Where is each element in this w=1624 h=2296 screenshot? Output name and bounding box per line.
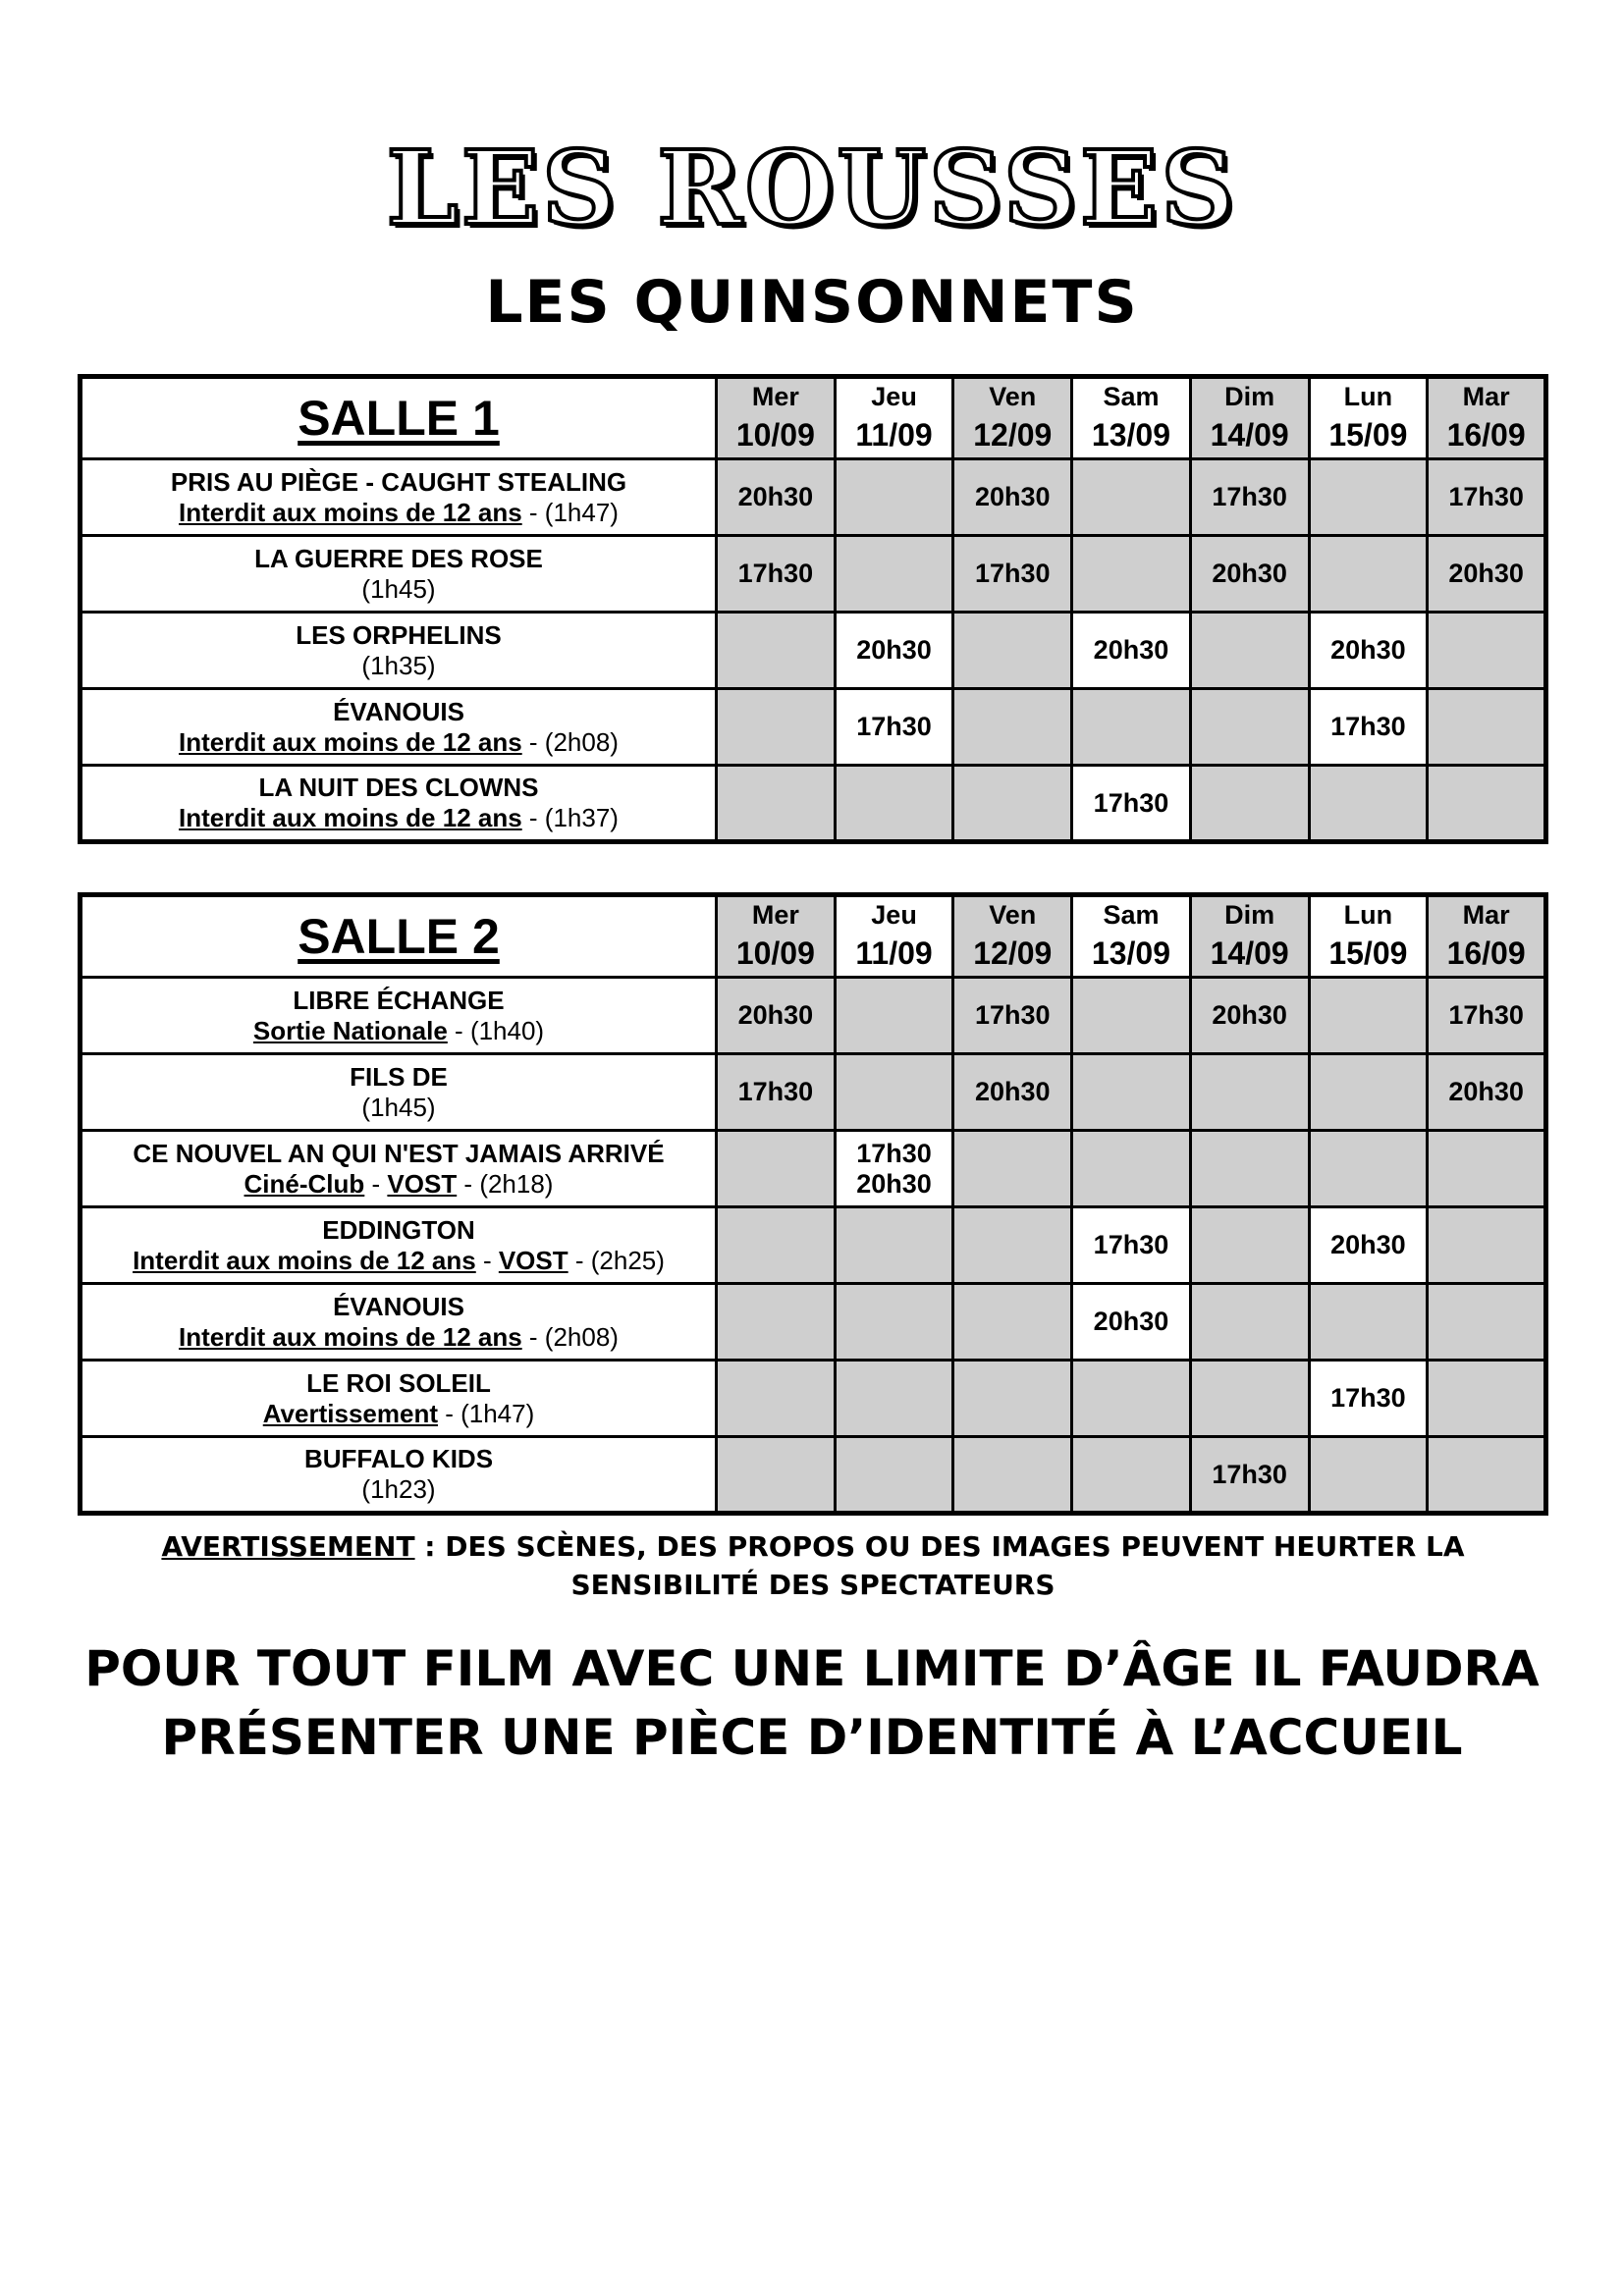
showtime-cell	[1190, 613, 1309, 689]
film-tag: VOST	[498, 1245, 568, 1275]
film-row	[81, 536, 1546, 613]
day-name: Lun	[1343, 382, 1393, 411]
showtime-cell	[1190, 1131, 1309, 1207]
header-row	[81, 895, 1546, 978]
film-tag: Interdit aux moins de 12 ans	[179, 726, 522, 757]
showtime-cell	[1072, 459, 1191, 536]
day-header	[1072, 895, 1191, 978]
day-date: 13/09	[1091, 935, 1170, 971]
film-cell	[81, 459, 717, 536]
day-name: Sam	[1103, 382, 1160, 411]
showtime-cell	[1309, 1437, 1428, 1514]
showtime-cell	[953, 1284, 1072, 1361]
showtime-cell	[835, 1131, 953, 1207]
film-duration: (1h47)	[460, 1398, 535, 1428]
film-duration: (1h45)	[361, 1092, 436, 1122]
showtime-cell	[835, 1437, 953, 1514]
film-title: EDDINGTON	[322, 1214, 475, 1245]
film-cell	[81, 1284, 717, 1361]
day-header	[1428, 377, 1546, 459]
showtime: 17h30	[737, 559, 814, 588]
day-name: Sam	[1103, 900, 1160, 930]
film-info: Interdit aux moins de 12 ans - (1h47)	[179, 497, 619, 527]
film-info	[82, 574, 715, 605]
showtime-cell	[1072, 689, 1191, 766]
showtime: 20h30	[1212, 559, 1287, 588]
day-header	[835, 377, 953, 459]
day-date: 11/09	[855, 935, 933, 971]
showtime-cell	[835, 1207, 953, 1284]
film-cell	[81, 689, 717, 766]
showtime-cell	[953, 1207, 1072, 1284]
day-date: 15/09	[1328, 935, 1408, 971]
day-name: Jeu	[871, 900, 917, 930]
day-date: 12/09	[973, 935, 1053, 971]
showtime-cell	[1309, 1361, 1428, 1437]
film-duration: (1h23)	[361, 1474, 436, 1504]
film-row	[81, 689, 1546, 766]
warning-label: AVERTISSEMENT	[161, 1530, 415, 1563]
showtime-cell	[1309, 536, 1428, 613]
showtime-cell	[1309, 613, 1428, 689]
showtime: 17h30	[1330, 712, 1406, 741]
day-name: Jeu	[871, 382, 917, 411]
showtime: 20h30	[1330, 1230, 1406, 1259]
day-date: 16/09	[1446, 935, 1526, 971]
showtime-cell	[1072, 978, 1191, 1054]
showtime-cell	[1190, 1284, 1309, 1361]
showtime-cell	[1428, 1437, 1546, 1514]
showtime-cell	[1428, 1361, 1546, 1437]
showtime-cell	[835, 978, 953, 1054]
film-title: PRIS AU PIÈGE - CAUGHT STEALING	[170, 466, 627, 497]
showtime-cell	[953, 459, 1072, 536]
showtime-cell	[1309, 1054, 1428, 1131]
film-row	[81, 459, 1546, 536]
showtime: 20h30	[856, 635, 932, 665]
venue-subtitle: LES QUINSONNETS	[485, 268, 1139, 337]
showtime: 17h30	[1093, 787, 1169, 818]
id-notice	[59, 1634, 1565, 1772]
day-date: 14/09	[1210, 417, 1289, 453]
film-title: LA GUERRE DES ROSE	[254, 543, 543, 573]
day-name: Dim	[1224, 382, 1275, 411]
day-header	[1190, 895, 1309, 978]
film-row	[81, 1131, 1546, 1207]
showtime-cell	[1309, 1207, 1428, 1284]
day-name: Mer	[751, 900, 799, 930]
salle-2-schedule	[78, 892, 1548, 1516]
showtime: 20h30	[1448, 1077, 1524, 1106]
day-header	[1428, 895, 1546, 978]
film-duration: (1h40)	[469, 1015, 545, 1045]
film-duration: (1h45)	[361, 573, 436, 604]
showtime-cell	[1072, 1284, 1191, 1361]
film-duration: (2h18)	[479, 1168, 554, 1199]
film-tag: VOST	[387, 1168, 458, 1199]
showtime: 20h30	[974, 482, 1051, 511]
showtime-cell	[717, 1207, 836, 1284]
showtime-cell	[1309, 1131, 1428, 1207]
showtime-cell	[835, 536, 953, 613]
showtime-cell	[835, 459, 953, 536]
film-cell	[81, 1054, 717, 1131]
showtime-cell	[1072, 1437, 1191, 1514]
showtime: 20h30	[856, 1168, 932, 1199]
showtime-cell	[717, 1284, 836, 1361]
showtime-cell	[1309, 766, 1428, 842]
showtime-cell	[835, 1054, 953, 1131]
showtime-cell	[717, 1437, 836, 1514]
showtime-cell	[1072, 1131, 1191, 1207]
showtime-cell	[953, 536, 1072, 613]
showtime-cell	[717, 689, 836, 766]
day-date: 11/09	[855, 417, 933, 453]
showtime-cell	[1072, 1054, 1191, 1131]
film-cell	[81, 1207, 717, 1284]
day-name: Mar	[1462, 382, 1510, 411]
showtime-cell	[1428, 613, 1546, 689]
showtime: 17h30	[974, 1000, 1051, 1030]
film-duration: (1h37)	[544, 803, 619, 832]
showtime: 17h30	[1448, 1000, 1524, 1030]
film-tag: Ciné-Club	[244, 1168, 365, 1199]
id-notice-line-1: POUR TOUT FILM AVEC UNE LIMITE D’ÂGE IL FAUDRA	[84, 1640, 1540, 1697]
showtime: 20h30	[1093, 635, 1169, 665]
salle-1-schedule	[78, 374, 1548, 844]
header-row	[81, 377, 1546, 459]
showtime-cell	[1428, 536, 1546, 613]
showtime: 17h30	[1093, 1230, 1169, 1259]
showtime-cell	[717, 766, 836, 842]
showtime-cell	[1309, 978, 1428, 1054]
showtime-cell	[717, 978, 836, 1054]
showtime-cell	[1428, 1207, 1546, 1284]
day-name: Mer	[751, 382, 799, 411]
film-cell	[81, 1361, 717, 1437]
showtime-cell	[953, 613, 1072, 689]
showtime-cell	[1190, 536, 1309, 613]
film-cell	[81, 766, 717, 842]
showtime-cell	[1309, 689, 1428, 766]
showtime-cell	[1072, 766, 1191, 842]
film-info: Interdit aux moins de 12 ans - VOST - (2h25)	[133, 1245, 665, 1275]
showtime-cell	[835, 766, 953, 842]
showtime-cell	[835, 1284, 953, 1361]
showtime-cell	[717, 459, 836, 536]
film-info	[82, 651, 715, 681]
film-row	[81, 1437, 1546, 1514]
film-title: ÉVANOUIS	[333, 1291, 464, 1321]
warning-note	[78, 1527, 1548, 1604]
film-info: Avertissement - (1h47)	[262, 1398, 535, 1428]
id-notice-line-2: PRÉSENTER UNE PIÈCE D’IDENTITÉ À L’ACCUEIL	[161, 1709, 1463, 1766]
film-duration: (2h25)	[590, 1245, 665, 1275]
film-title: LA NUIT DES CLOWNS	[258, 773, 539, 802]
film-tag: Interdit aux moins de 12 ans	[179, 803, 522, 832]
showtime-cell	[1190, 459, 1309, 536]
day-header	[953, 895, 1072, 978]
showtime: 20h30	[737, 1000, 814, 1030]
film-row	[81, 1361, 1546, 1437]
day-header	[835, 895, 953, 978]
film-info: Ciné-Club - VOST - (2h18)	[244, 1168, 554, 1199]
showtime-cell	[1428, 459, 1546, 536]
showtime-cell	[953, 1054, 1072, 1131]
showtime-cell	[835, 1361, 953, 1437]
film-tag: Interdit aux moins de 12 ans	[133, 1245, 476, 1275]
film-tag: Interdit aux moins de 12 ans	[179, 497, 522, 527]
showtime-cell	[953, 766, 1072, 842]
showtime: 17h30	[1212, 1459, 1287, 1489]
showtime-cell	[953, 689, 1072, 766]
showtime-cell	[1072, 1361, 1191, 1437]
day-header	[1309, 377, 1428, 459]
showtime-cell	[717, 613, 836, 689]
day-name: Dim	[1224, 900, 1275, 930]
showtime: 20h30	[1448, 559, 1524, 588]
day-date: 12/09	[973, 417, 1053, 453]
day-header	[1072, 377, 1191, 459]
day-date: 13/09	[1091, 417, 1170, 453]
page-title: LES ROUSSES	[386, 128, 1238, 248]
film-title: BUFFALO KIDS	[303, 1444, 494, 1473]
film-duration: (1h35)	[361, 650, 436, 680]
day-name: Ven	[989, 382, 1037, 411]
film-info	[82, 1474, 715, 1505]
day-header	[717, 895, 836, 978]
showtime: 20h30	[974, 1077, 1051, 1106]
warning-text: : DES SCÈNES, DES PROPOS OU DES IMAGES PEUVENT HEURTER LA SENSIBILITÉ DES SPECTATEURS	[414, 1530, 1465, 1601]
film-info: Sortie Nationale - (1h40)	[252, 1015, 545, 1045]
film-tag: Interdit aux moins de 12 ans	[179, 1321, 522, 1352]
film-cell	[81, 1437, 717, 1514]
showtime-cell	[717, 536, 836, 613]
film-row	[81, 1054, 1546, 1131]
film-title: LE ROI SOLEIL	[306, 1367, 491, 1398]
film-title: LIBRE ÉCHANGE	[293, 985, 505, 1015]
showtime: 17h30	[1212, 482, 1287, 511]
salle-label: SALLE 2	[81, 895, 717, 978]
film-row	[81, 1284, 1546, 1361]
showtime-cell	[1072, 613, 1191, 689]
showtime-cell	[953, 978, 1072, 1054]
film-cell	[81, 978, 717, 1054]
showtime: 17h30	[1330, 1383, 1406, 1413]
film-row	[81, 1207, 1546, 1284]
showtime-cell	[1428, 1131, 1546, 1207]
film-title: CE NOUVEL AN QUI N'EST JAMAIS ARRIVÉ	[133, 1138, 665, 1168]
showtime-cell	[953, 1131, 1072, 1207]
day-date: 16/09	[1446, 417, 1526, 453]
showtime-cell	[717, 1361, 836, 1437]
day-header	[1309, 895, 1428, 978]
showtime-cell	[1072, 536, 1191, 613]
day-date: 10/09	[735, 417, 815, 453]
day-name: Ven	[989, 900, 1037, 930]
showtime-cell	[1190, 689, 1309, 766]
showtime-cell	[1190, 766, 1309, 842]
day-date: 10/09	[735, 935, 815, 971]
film-cell	[81, 613, 717, 689]
film-tag: Avertissement	[262, 1398, 438, 1428]
showtime: 17h30	[856, 712, 932, 741]
showtime-cell	[835, 689, 953, 766]
showtime: 17h30	[856, 1138, 932, 1168]
day-name: Lun	[1343, 900, 1393, 930]
day-date: 15/09	[1328, 417, 1408, 453]
showtime-cell	[953, 1361, 1072, 1437]
day-name: Mar	[1462, 900, 1510, 930]
film-info: Interdit aux moins de 12 ans - (2h08)	[179, 1321, 619, 1352]
film-row	[81, 766, 1546, 842]
showtime-cell	[717, 1054, 836, 1131]
film-row	[81, 978, 1546, 1054]
film-info	[82, 1093, 715, 1123]
film-cell	[81, 536, 717, 613]
day-header	[717, 377, 836, 459]
showtime: 17h30	[737, 1077, 814, 1106]
showtime: 20h30	[1212, 1000, 1287, 1030]
film-duration: (2h08)	[544, 1321, 619, 1352]
showtime: 17h30	[1448, 482, 1524, 511]
salle-label: SALLE 1	[81, 377, 717, 459]
showtime-cell	[1309, 1284, 1428, 1361]
film-title: LES ORPHELINS	[296, 619, 502, 650]
film-duration: (2h08)	[544, 726, 619, 757]
showtime-cell	[1190, 1207, 1309, 1284]
showtime-cell	[1428, 766, 1546, 842]
film-duration: (1h47)	[544, 497, 619, 527]
showtime-cell	[1190, 1361, 1309, 1437]
film-info: Interdit aux moins de 12 ans - (2h08)	[179, 726, 619, 757]
showtime-cell	[1190, 978, 1309, 1054]
film-title: FILS DE	[350, 1061, 448, 1092]
showtime: 20h30	[1330, 635, 1406, 665]
showtime-cell	[953, 1437, 1072, 1514]
showtime-cell	[1309, 459, 1428, 536]
showtime: 20h30	[1093, 1307, 1169, 1336]
showtime: 17h30	[974, 559, 1051, 588]
day-header	[953, 377, 1072, 459]
showtime: 20h30	[737, 482, 814, 511]
showtime-cell	[1428, 1284, 1546, 1361]
showtime-cell	[835, 613, 953, 689]
day-header	[1190, 377, 1309, 459]
showtime-cell	[1190, 1054, 1309, 1131]
day-date: 14/09	[1210, 935, 1289, 971]
showtime-cell	[1072, 1207, 1191, 1284]
showtime-cell	[1428, 689, 1546, 766]
film-info: Interdit aux moins de 12 ans - (1h37)	[179, 803, 619, 832]
film-title: ÉVANOUIS	[333, 696, 464, 726]
showtime-cell	[1190, 1437, 1309, 1514]
showtime-cell	[1428, 978, 1546, 1054]
film-tag: Sortie Nationale	[252, 1015, 448, 1045]
film-cell	[81, 1131, 717, 1207]
showtime-cell	[1428, 1054, 1546, 1131]
film-row	[81, 613, 1546, 689]
showtime-cell	[717, 1131, 836, 1207]
